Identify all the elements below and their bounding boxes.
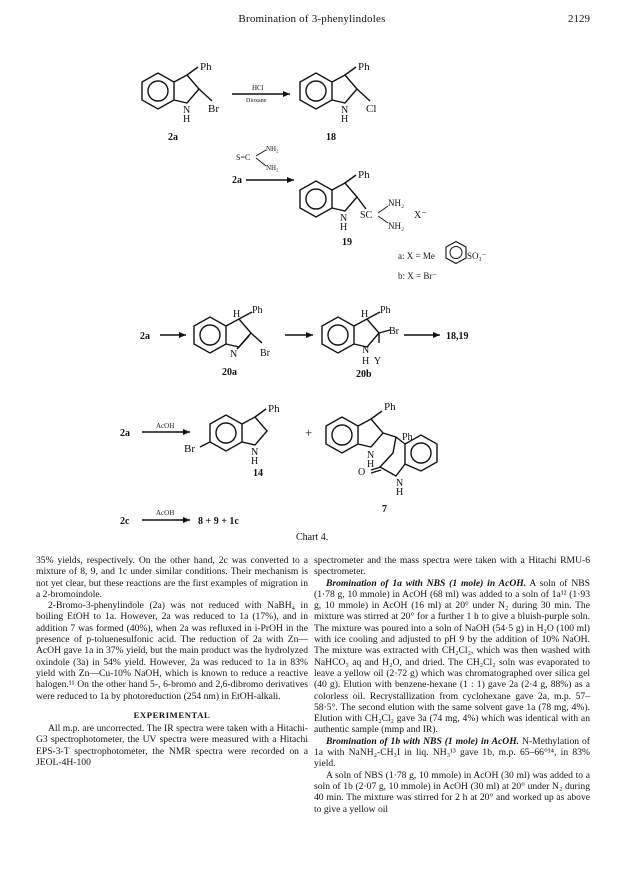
r4-product1-label: 14 xyxy=(253,468,263,479)
r3-int2-ph: Ph xyxy=(380,305,391,316)
compound-19-structure xyxy=(300,175,366,217)
r5-reagent: AcOH xyxy=(156,509,175,517)
right-para-1: spectrometer and the mass spectra were taken with a Hitachi RMU-6 spectrometer. xyxy=(314,555,590,578)
r3-products: 18,19 xyxy=(446,331,469,342)
r2-product-ph: Ph xyxy=(358,169,370,181)
r3-int1-h: H xyxy=(233,309,241,320)
left-column xyxy=(36,555,308,768)
r1-reagent-top: HCl xyxy=(252,84,264,92)
r2-reagent-nh2-top: NH₂ xyxy=(266,145,279,153)
svg-text:H: H xyxy=(251,456,259,467)
r2-product-sc: SC xyxy=(360,210,373,221)
right-column xyxy=(314,555,590,815)
r1-product-ph: Ph xyxy=(358,61,370,73)
compound-18-structure xyxy=(300,67,370,109)
r3-int1-br: Br xyxy=(260,348,270,359)
svg-text:H: H xyxy=(367,459,375,470)
svg-text:N: N xyxy=(367,450,375,461)
r1-product-cl: Cl xyxy=(366,103,377,115)
r2-product-label: 19 xyxy=(342,237,352,248)
r3-int1-ph: Ph xyxy=(252,305,263,316)
svg-text:H: H xyxy=(396,487,404,498)
r2-reagent-nh2-bottom: NH₂ xyxy=(266,164,279,172)
svg-text:H: H xyxy=(340,222,348,233)
r2-product-nh2-bottom: NH₂ xyxy=(388,221,405,231)
r3-int2-br: Br xyxy=(389,326,399,337)
r2-reagent-s: S=C xyxy=(236,153,251,162)
svg-text:N: N xyxy=(251,447,259,458)
r3-int2-hy: H Y xyxy=(362,356,382,367)
svg-text:N: N xyxy=(341,105,349,116)
r5-reactant-label: 2c xyxy=(120,516,130,527)
r2-note-b: b: X = Br⁻ xyxy=(398,271,438,281)
svg-text:N: N xyxy=(396,478,404,489)
r2-product-nh2-top: NH₂ xyxy=(388,198,405,208)
r1-product-label: 18 xyxy=(326,132,336,143)
right-para-2-title: Bromination of 1a with NBS (1 mole) in AcOH. xyxy=(326,577,527,589)
right-para-3 xyxy=(314,736,590,770)
svg-text:N: N xyxy=(362,345,370,356)
r2-product-anion: X⁻ xyxy=(414,210,427,221)
r3-int1-label: 20a xyxy=(222,367,237,378)
right-para-2-body: A soln of NBS (1·78 g, 10 mmole) in AcOH (68 ml) was added to a soln of 1a¹² (1·93 g, 10 mmole) in AcOH (16 ml) at 20° under N₂ during 30 min. The mixture was stirred at 20° for a further 1 h to give a bluish-purple soln. The mixture was poured into a soln of NaOH (54·5 g) in H₂O (100 ml) with ice cooling and adjusted to pH 9 by the addition of 10% NaOH. The mixture was extracted with CH₂Cl₂, which was then washed with NaHCO₃ aq and H₂O, and dried. The CH₂Cl₂ soln was evaporated to leave a yellow oil (2·72 g) which was chromatographed over silica gel (40 g). Elution with benzene-hexane (1 : 1) gave 2a (2·4 g, 88%) as a colorless oil. Recrystallization from cyclohexane gave 2a, m.p. 57–58·5°. The second elution with the same solvent gave 1a (78 mg, 4%). Elution with CH₂Cl₂ gave 3a (74 mg, 4%) which was identical with an authentic sample (mmp and IR). xyxy=(314,577,590,736)
r1-reactant-ph: Ph xyxy=(200,61,212,73)
r1-reagent-bottom: Dioxane xyxy=(246,98,267,104)
right-para-3-body: N-Methylation of 1a with NaNH₂-CH₃I in liq. NH₃¹³ gave 1b, m.p. 65–66°¹⁴, in 83% yield. xyxy=(314,735,590,770)
running-title: Bromination of 3-phenylindoles xyxy=(238,13,386,25)
svg-text:N: N xyxy=(183,105,191,116)
compound-14-structure xyxy=(200,409,267,451)
right-para-2 xyxy=(314,578,590,736)
r3-start-label: 2a xyxy=(140,331,150,342)
svg-text:O: O xyxy=(358,467,366,478)
r4-reactant-label: 2a xyxy=(120,428,130,439)
r3-int2-label: 20b xyxy=(356,369,372,380)
r4-product1-br: Br xyxy=(184,443,195,455)
r3-int2-h: H xyxy=(361,309,369,320)
r2-reactant-label: 2a xyxy=(232,175,242,186)
left-para-3: All m.p. are uncorrected. The IR spectra were taken with a Hitachi-G3 spectrophotometer, the UV spectra were measured with a Hitachi EPS-3-T spectrophotometer, the NMR spectra were recorded on a JEOL-4H-100 xyxy=(36,723,308,769)
r2-note-a-suffix: SO₃⁻ xyxy=(467,251,487,261)
r4-product2-ph-top: Ph xyxy=(384,401,396,413)
r1-reactant-label: 2a xyxy=(168,132,178,143)
compound-20b-structure xyxy=(322,312,390,353)
experimental-heading: EXPERIMENTAL xyxy=(133,709,211,720)
compound-7-structure xyxy=(326,411,437,476)
r4-product2-ph-inner: Ph xyxy=(402,432,413,443)
right-para-4: A soln of NBS (1·78 g, 10 mmole) in AcOH (30 ml) was added to a soln of 1b (2·07 g, 10 mmole) in AcOH (30 ml) at 20° under N₂ during 40 min. The mixture was stirred for 2 h at 20° and worked up as above to give a yellow oil xyxy=(314,769,590,815)
chart-caption: Chart 4. xyxy=(296,532,329,543)
compound-20a-structure xyxy=(194,312,262,353)
tosyl-benzene-ring xyxy=(446,242,466,264)
right-para-3-title: Bromination of 1b with NBS (1 mole) in AcOH. xyxy=(326,735,520,747)
r4-product2-label: 7 xyxy=(382,504,387,515)
svg-text:N: N xyxy=(230,349,238,360)
compound-2a-structure xyxy=(142,67,212,109)
r4-product1-ph: Ph xyxy=(268,403,280,415)
svg-text:N: N xyxy=(340,213,348,224)
r5-products: 8 + 9 + 1c xyxy=(198,516,239,527)
svg-text:H: H xyxy=(341,114,349,125)
svg-text:H: H xyxy=(183,114,191,125)
page-number: 2129 xyxy=(568,13,590,25)
left-para-2: 2-Bromo-3-phenylindole (2a) was not reduced with NaBH₄ in boiling EtOH to 1a. However, 2a was reduced to 1a (17%), and in addition 7 was formed (40%), when 2a was refluxed in i-PrOH in the presence of p-toluenesulfonic acid. The reduction of 2a with Zn—AcOH gave 1a in 37% yield, but the main product was the hydrolyzed oxindole (3a) in 54% yield. However, 2a was reduced to 1a in 83% yield with Zn—Cu-10% NaOH, which is known to reduce a reactive halogen.¹¹ On the other hand 5-, 6-bromo and 2,6-dibromo derivatives were reduced to 1a by photoreduction (254 nm) in EtOH-alkali. xyxy=(36,600,308,702)
r1-reactant-br: Br xyxy=(208,103,219,115)
left-para-1: 35% yields, respectively. On the other hand, 2c was converted to a mixture of 8, 9, and 1c under similar conditions. Their mechanism is not yet clear, but these reactions are the first examples of migration in a 2-bromoindole. xyxy=(36,555,308,600)
r4-plus: + xyxy=(305,425,313,440)
r4-reagent: AcOH xyxy=(156,422,175,430)
r2-note-a-prefix: a: X = Me xyxy=(398,251,435,261)
